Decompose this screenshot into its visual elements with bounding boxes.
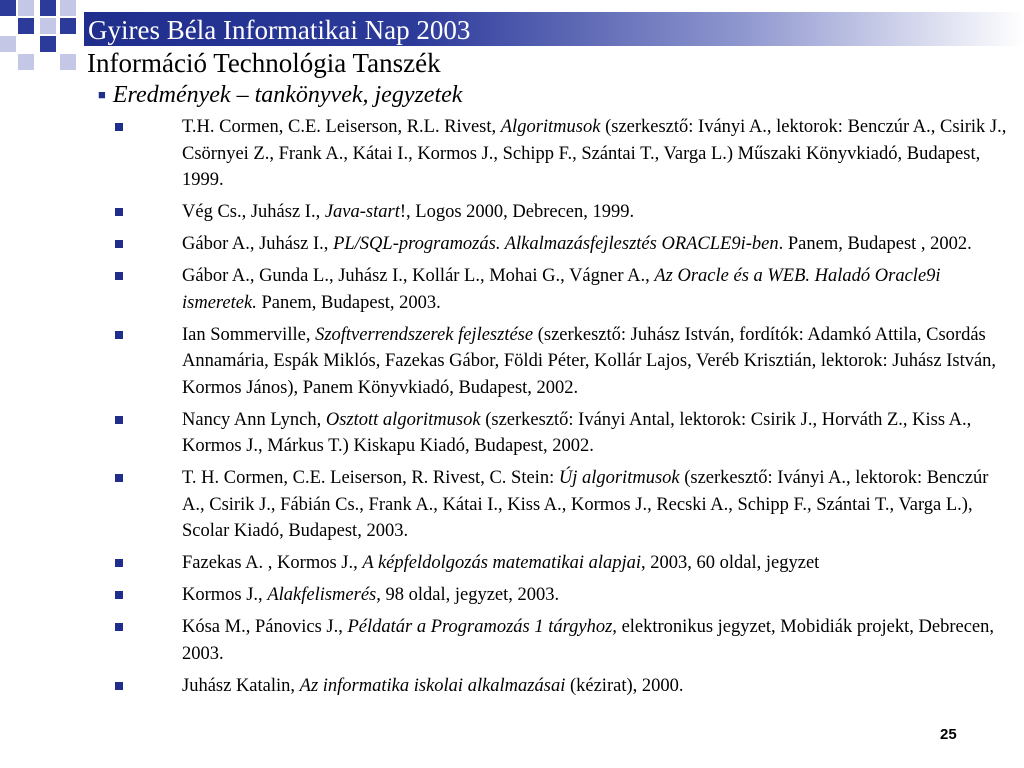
section-heading bbox=[98, 82, 462, 109]
decor-square bbox=[40, 36, 56, 52]
square-bullet-icon bbox=[115, 331, 123, 339]
decor-square bbox=[18, 0, 34, 16]
reference-item: Nancy Ann Lynch, Osztott algoritmusok (szerkesztő: Iványi Antal, lektorok: Csirik J., Horváth Z., Kiss A., Kormos J., Márkus T.) Kiskapu Kiadó, Budapest, 2002. bbox=[0, 407, 1024, 460]
square-bullet-icon bbox=[115, 416, 123, 424]
decor-square bbox=[0, 0, 16, 16]
decor-square bbox=[40, 0, 56, 16]
reference-item: Kósa M., Pánovics J., Példatár a Programozás 1 tárgyhoz, elektronikus jegyzet, Mobidiák projekt, Debrecen, 2003. bbox=[0, 614, 1024, 667]
square-bullet-icon bbox=[115, 123, 123, 131]
reference-list bbox=[0, 114, 1024, 705]
reference-item: Ian Sommerville, Szoftverrendszerek fejlesztése (szerkesztő: Juhász István, fordítók: Adamkó Attila, Csordás Annamária, Espák Miklós, Fazekas Gábor, Földi Péter, Kollár Lajos, Veréb Krisztián, lektorok: Juhász István, Kormos János), Panem Könyvkiadó, Budapest, 2002. bbox=[0, 322, 1024, 402]
slide-subtitle: Információ Technológia Tanszék bbox=[87, 48, 441, 78]
decor-square bbox=[0, 36, 16, 52]
decor-square bbox=[18, 18, 34, 34]
section-title: Eredmények – tankönyvek, jegyzetek bbox=[112, 82, 463, 108]
square-bullet-icon: ■ bbox=[98, 87, 106, 102]
reference-item: Vég Cs., Juhász I., Java-start!, Logos 2000, Debrecen, 1999. bbox=[0, 199, 1024, 226]
reference-item: Juhász Katalin, Az informatika iskolai alkalmazásai (kézirat), 2000. bbox=[0, 673, 1024, 700]
reference-item: Gábor A., Gunda L., Juhász I., Kollár L., Mohai G., Vágner A., Az Oracle és a WEB. Haladó Oracle9i ismeretek. Panem, Budapest, 2003. bbox=[0, 263, 1024, 316]
title-bar bbox=[84, 12, 1024, 46]
square-bullet-icon bbox=[115, 208, 123, 216]
square-bullet-icon bbox=[115, 682, 123, 690]
reference-item: Gábor A., Juhász I., PL/SQL-programozás. Alkalmazásfejlesztés ORACLE9i-ben. Panem, Budapest , 2002. bbox=[0, 231, 1024, 258]
square-bullet-icon bbox=[115, 623, 123, 631]
reference-item: T.H. Cormen, C.E. Leiserson, R.L. Rivest, Algoritmusok (szerkesztő: Iványi A., lektorok: Benczúr A., Csirik J., Csörnyei Z., Frank A., Kátai I., Kormos J., Schipp F., Szántai T., Varga L.) Műszaki Könyvkiadó, Budapest, 1999. bbox=[0, 114, 1024, 194]
reference-item: Fazekas A. , Kormos J., A képfeldolgozás matematikai alapjai, 2003, 60 oldal, jegyzet bbox=[0, 550, 1024, 577]
decor-square bbox=[60, 0, 76, 16]
decor-square bbox=[60, 18, 76, 34]
square-bullet-icon bbox=[115, 240, 123, 248]
square-bullet-icon bbox=[115, 272, 123, 280]
decor-square bbox=[60, 54, 76, 70]
decor-square bbox=[40, 18, 56, 34]
square-bullet-icon bbox=[115, 591, 123, 599]
reference-item: T. H. Cormen, C.E. Leiserson, R. Rivest, C. Stein: Új algoritmusok (szerkesztő: Iványi A., lektorok: Benczúr A., Csirik J., Fábián Cs., Frank A., Kátai I., Kiss A., Kormos J., Recski A., Schipp F., Szántai T., Varga L.), Scolar Kiadó, Budapest, 2003. bbox=[0, 465, 1024, 545]
decor-square bbox=[18, 54, 34, 70]
slide-title: Gyires Béla Informatikai Nap 2003 bbox=[88, 15, 471, 45]
square-bullet-icon bbox=[115, 559, 123, 567]
reference-item: Kormos J., Alakfelismerés, 98 oldal, jegyzet, 2003. bbox=[0, 582, 1024, 609]
square-bullet-icon bbox=[115, 474, 123, 482]
page-number: 25 bbox=[940, 726, 957, 743]
